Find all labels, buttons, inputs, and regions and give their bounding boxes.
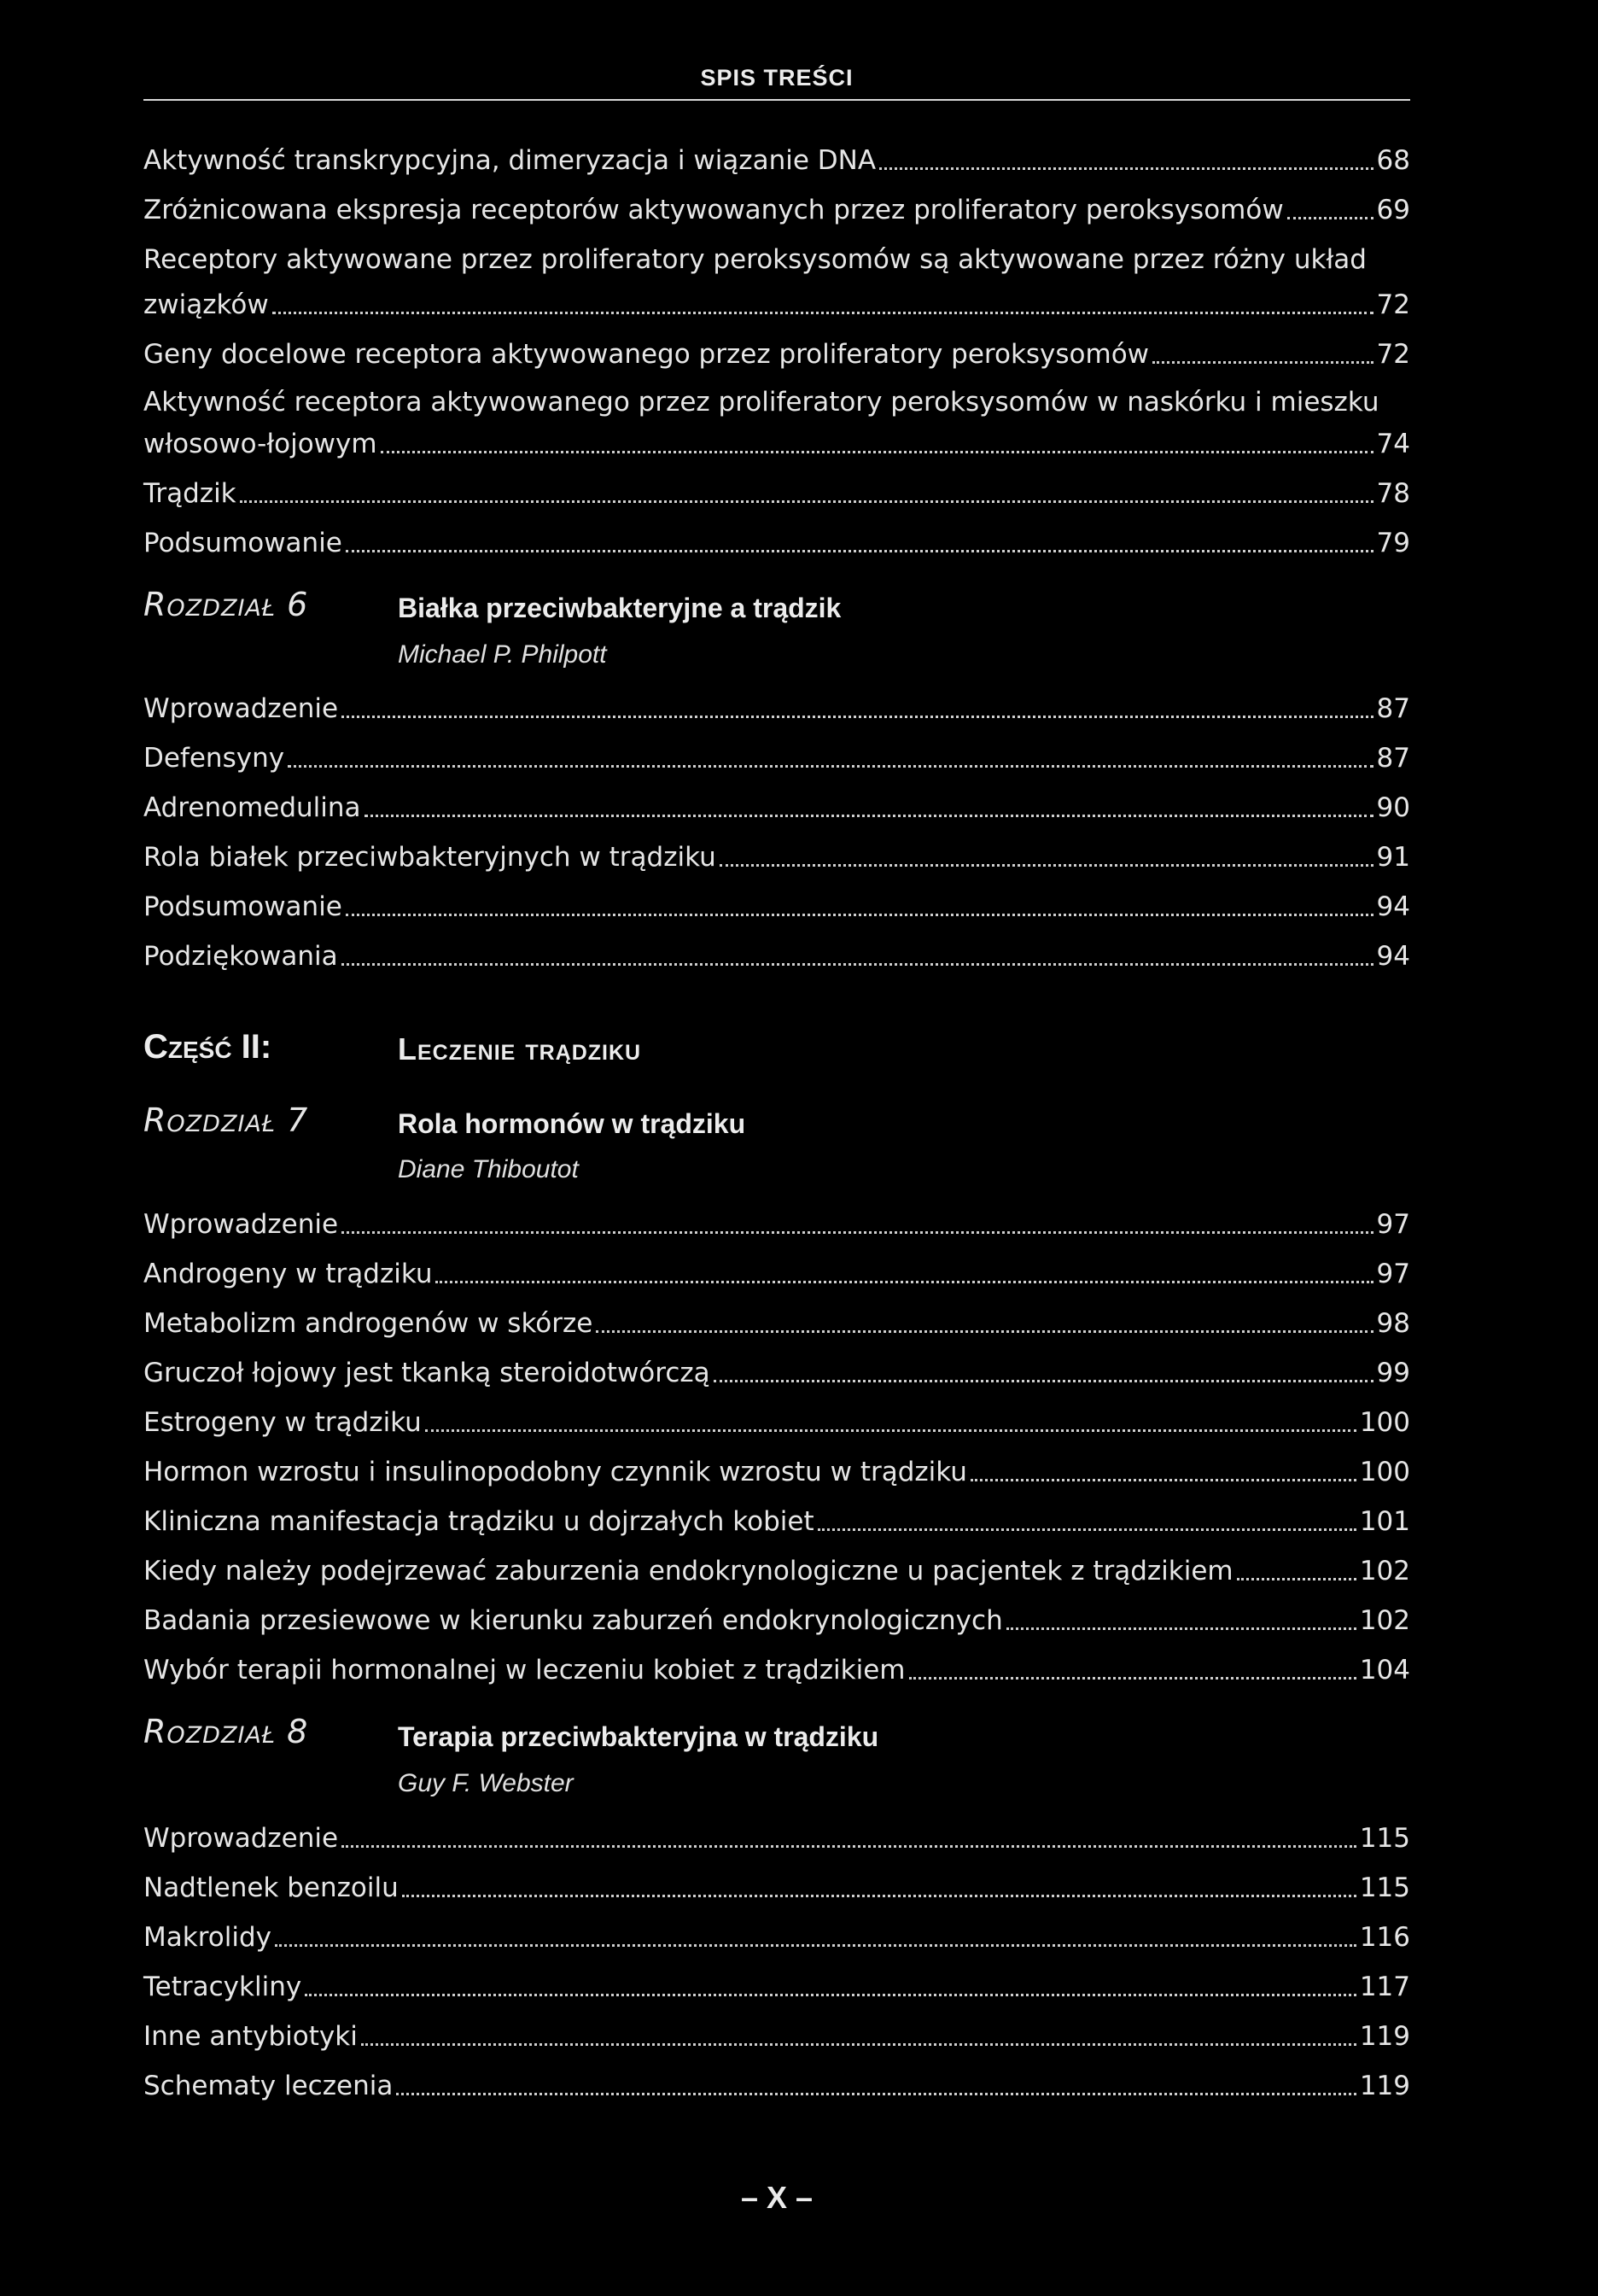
toc-entry[interactable] [143, 1204, 1410, 1241]
part-label: Część II: [143, 1028, 272, 1066]
leader-dots [1006, 1627, 1356, 1630]
toc-entry-page: 72 [1376, 289, 1410, 320]
toc-entry-title: Androgeny w trądziku [143, 1259, 433, 1289]
toc-entry-page: 78 [1376, 478, 1410, 509]
toc-entry[interactable] [143, 424, 1410, 461]
toc-entry-title: Defensyny [143, 743, 285, 774]
toc-entry-page: 94 [1376, 941, 1410, 972]
toc-entry-page: 87 [1376, 743, 1410, 774]
toc-entry-page: 100 [1359, 1457, 1410, 1487]
toc-entry-title: Podsumowanie [143, 528, 342, 558]
toc-entry-title-line1: Aktywność receptora aktywowanego przez proliferatory peroksysomów w naskórku i mieszku [143, 387, 1379, 418]
toc-entry-page: 90 [1376, 792, 1410, 823]
toc-entry-title-line1: Receptory aktywowane przez proliferatory peroksysomów są aktywowane przez różny układ [143, 244, 1367, 275]
toc-entry[interactable] [143, 1867, 1410, 1905]
leader-dots [1237, 1578, 1356, 1580]
toc-entry[interactable] [143, 1352, 1410, 1390]
page-folio: – X – [740, 2180, 814, 2215]
part-title[interactable]: Leczenie trądziku [398, 1031, 642, 1066]
toc-entry-title: Estrogeny w trądziku [143, 1407, 422, 1438]
toc-entry-page: 68 [1376, 145, 1410, 176]
chapter-author: Diane Thiboutot [398, 1155, 579, 1183]
running-header: SPIS TREŚCI [700, 65, 854, 91]
toc-entry-page: 115 [1359, 1872, 1410, 1903]
toc-entry-title: Zróżnicowana ekspresja receptorów aktywowanych przez proliferatory peroksysomów [143, 195, 1284, 225]
leader-dots [272, 312, 1373, 314]
chapter-title[interactable]: Terapia przeciwbakteryjna w trądziku [398, 1721, 879, 1752]
toc-entry[interactable] [143, 1402, 1410, 1440]
leader-dots [381, 451, 1373, 453]
toc-entry-page: 69 [1376, 195, 1410, 225]
leader-dots [346, 914, 1373, 916]
leader-dots [909, 1677, 1356, 1680]
leader-dots [341, 963, 1373, 966]
toc-entry-title: Tetracykliny [143, 1972, 302, 2002]
chapter-author: Michael P. Philpott [398, 640, 607, 669]
toc-entry-title: Rola białek przeciwbakteryjnych w trądziku [143, 842, 716, 873]
toc-entry-page: 79 [1376, 528, 1410, 558]
leader-dots [435, 1281, 1373, 1283]
leader-dots [1287, 217, 1373, 219]
toc-entry[interactable] [143, 886, 1410, 924]
leader-dots [240, 500, 1373, 503]
toc-entry[interactable] [143, 334, 1410, 371]
toc-entry[interactable] [143, 190, 1410, 227]
toc-entry[interactable] [143, 837, 1410, 874]
chapter-label: Rozdział 6 [143, 586, 309, 623]
toc-entry[interactable] [143, 1600, 1410, 1638]
toc-entry-title: włosowo-łojowym [143, 429, 377, 459]
toc-entry-page: 74 [1376, 429, 1410, 459]
toc-entry-page: 119 [1359, 2021, 1410, 2052]
leader-dots [402, 1895, 1356, 1897]
toc-entry[interactable] [143, 2065, 1410, 2103]
toc-entry-title: Geny docelowe receptora aktywowanego przez proliferatory peroksysomów [143, 339, 1150, 370]
toc-entry-title: Gruczoł łojowy jest tkanką steroidotwórczą [143, 1358, 710, 1388]
chapter-title[interactable]: Białka przeciwbakteryjne a trądzik [398, 593, 842, 623]
toc-entry[interactable] [143, 1501, 1410, 1539]
toc-entry[interactable] [143, 1650, 1410, 1687]
toc-entry-title: Hormon wzrostu i insulinopodobny czynnik wzrostu w trądziku [143, 1457, 967, 1487]
chapter-author: Guy F. Webster [398, 1769, 574, 1797]
toc-entry[interactable] [143, 738, 1410, 775]
toc-entry-page: 116 [1359, 1922, 1410, 1953]
toc-entry-title: Schematy leczenia [143, 2071, 394, 2101]
toc-entry-title: Wprowadzenie [143, 1823, 339, 1854]
toc-entry[interactable] [143, 936, 1410, 973]
toc-entry-page: 97 [1376, 1209, 1410, 1240]
toc-entry[interactable] [143, 523, 1410, 560]
toc-entry-title: Kliniczna manifestacja trądziku u dojrzałych kobiet [143, 1506, 814, 1537]
leader-dots [396, 2093, 1356, 2095]
toc-entry[interactable] [143, 1966, 1410, 2004]
toc-entry-page: 91 [1376, 842, 1410, 873]
leader-dots [714, 1380, 1373, 1382]
toc-entry[interactable] [143, 688, 1410, 726]
toc-entry-page: 117 [1359, 1972, 1410, 2002]
toc-entry-page: 94 [1376, 891, 1410, 922]
toc-entry[interactable] [143, 140, 1410, 178]
toc-entry-title: Metabolizm androgenów w skórze [143, 1308, 593, 1339]
toc-entry[interactable] [143, 473, 1410, 511]
toc-entry-title: Podsumowanie [143, 891, 342, 922]
leader-dots [365, 815, 1373, 817]
leader-dots [341, 1845, 1356, 1848]
toc-entry-page: 102 [1359, 1605, 1410, 1636]
toc-entry-title: Adrenomedulina [143, 792, 361, 823]
toc-entry-page: 101 [1359, 1506, 1410, 1537]
leader-dots [1152, 361, 1373, 364]
toc-entry-page: 119 [1359, 2071, 1410, 2101]
toc-entry-title: Wprowadzenie [143, 1209, 339, 1240]
toc-entry[interactable] [143, 1452, 1410, 1489]
toc-entry[interactable] [143, 787, 1410, 825]
toc-entry-title: Nadtlenek benzoilu [143, 1872, 399, 1903]
toc-entry-page: 102 [1359, 1556, 1410, 1586]
leader-dots [346, 550, 1373, 552]
leader-dots [596, 1330, 1373, 1333]
leader-dots [425, 1429, 1356, 1432]
toc-entry-page: 87 [1376, 693, 1410, 724]
toc-entry-title: Badania przesiewowe w kierunku zaburzeń endokrynologicznych [143, 1605, 1003, 1636]
toc-entry-page: 115 [1359, 1823, 1410, 1854]
toc-entry-page: 98 [1376, 1308, 1410, 1339]
toc-entry[interactable] [143, 1303, 1410, 1341]
toc-entry[interactable] [143, 1818, 1410, 1855]
leader-dots [288, 765, 1373, 768]
toc-entry-title: Wybór terapii hormonalnej w leczeniu kobiet z trądzikiem [143, 1655, 906, 1685]
toc-entry-page: 99 [1376, 1358, 1410, 1388]
toc-entry-page: 100 [1359, 1407, 1410, 1438]
leader-dots [341, 716, 1373, 718]
toc-entry-title: Wprowadzenie [143, 693, 339, 724]
toc-entry-title: Kiedy należy podejrzewać zaburzenia endokrynologiczne u pacjentek z trądzikiem [143, 1556, 1233, 1586]
leader-dots [275, 1944, 1356, 1947]
toc-entry-title: związków [143, 289, 269, 320]
toc-entry[interactable] [143, 2016, 1410, 2054]
toc-entry[interactable] [143, 1253, 1410, 1291]
leader-dots [879, 167, 1373, 170]
toc-entry-title: Inne antybiotyki [143, 2021, 358, 2052]
toc-entry-page: 72 [1376, 339, 1410, 370]
toc-entry[interactable] [143, 284, 1410, 322]
leader-dots [818, 1528, 1356, 1531]
toc-entry-title: Podziękowania [143, 941, 338, 972]
leader-dots [720, 864, 1373, 867]
leader-dots [361, 2043, 1356, 2046]
leader-dots [341, 1231, 1373, 1234]
leader-dots [305, 1994, 1356, 1996]
chapter-title[interactable]: Rola hormonów w trądziku [398, 1108, 746, 1139]
toc-entry-title: Makrolidy [143, 1922, 271, 1953]
chapter-label: Rozdział 8 [143, 1713, 309, 1750]
chapter-label: Rozdział 7 [143, 1101, 309, 1139]
toc-entry-title: Aktywność transkrypcyjna, dimeryzacja i wiązanie DNA [143, 145, 877, 176]
toc-entry-page: 104 [1359, 1655, 1410, 1685]
toc-entry-title: Trądzik [143, 478, 236, 509]
header-rule [143, 99, 1410, 101]
toc-entry-page: 97 [1376, 1259, 1410, 1289]
toc-entry[interactable] [143, 1551, 1410, 1588]
toc-entry[interactable] [143, 1917, 1410, 1954]
leader-dots [971, 1479, 1356, 1481]
